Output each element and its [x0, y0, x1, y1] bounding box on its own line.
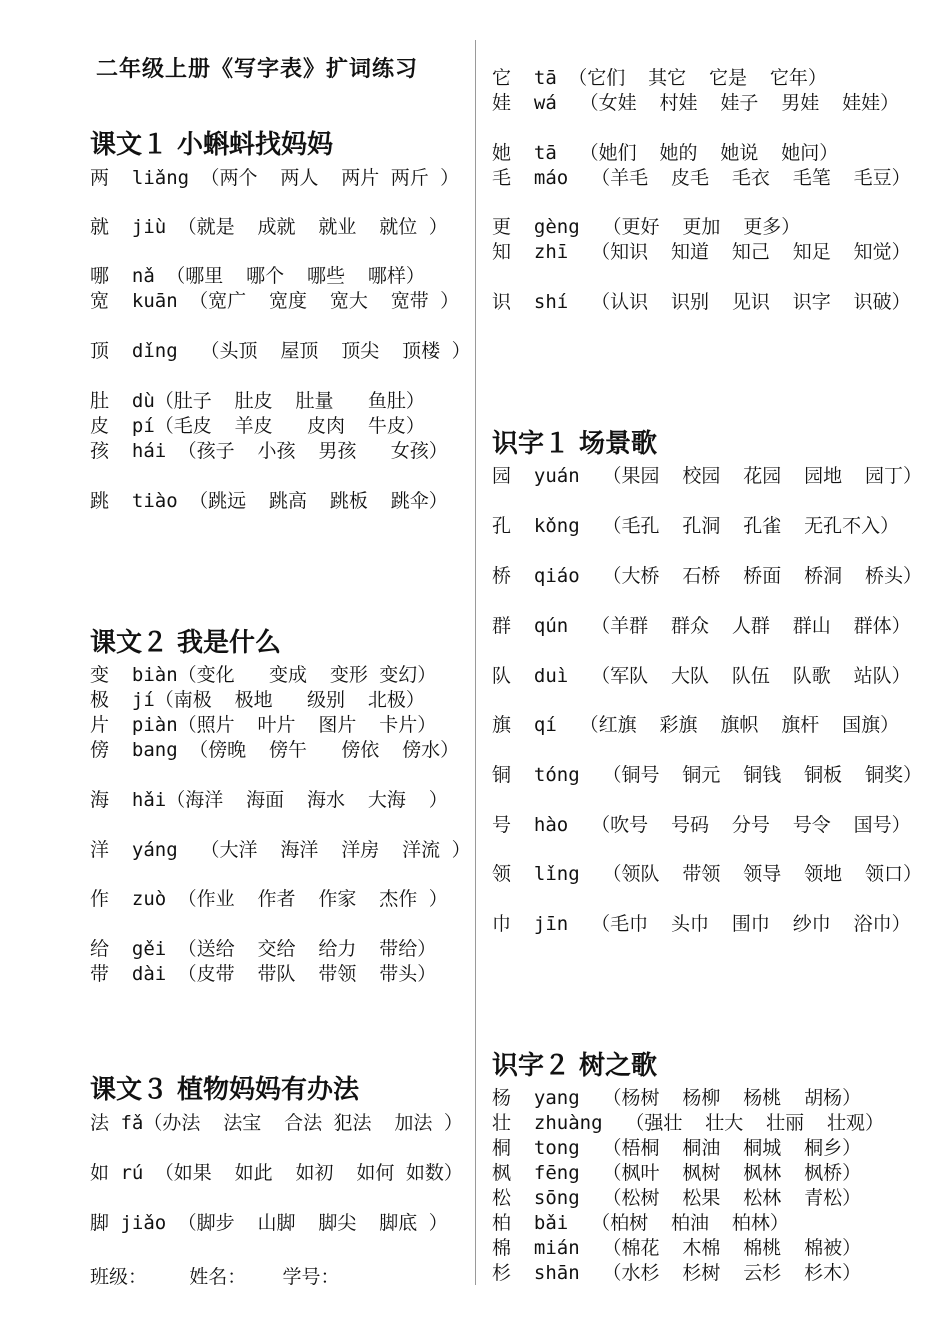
section-title-lesson-2: 课文２ 我是什么 [90, 628, 282, 658]
section-title-lesson-3: 课文３ 植物妈妈有办法 [90, 1075, 360, 1105]
word-entry: 识 shí （认识 识别 见识 识字 识破） [492, 291, 911, 313]
word-entry: 两 liǎng （两个 两人 两片 两斤 ） [90, 167, 460, 189]
word-entry: 铜 tóng （铜号 铜元 铜钱 铜板 铜奖） [492, 764, 923, 786]
word-entry: 带 dài （皮带 带队 带领 带头） [90, 963, 437, 985]
section-title-literacy-2: 识字２ 树之歌 [492, 1051, 658, 1081]
word-entry: 脚 jiǎo （脚步 山脚 脚尖 脚底 ） [90, 1212, 448, 1234]
word-entry: 毛 máo （羊毛 皮毛 毛衣 毛笔 毛豆） [492, 167, 911, 189]
word-entry: 海 hǎi（海洋 海面 海水 大海 ） [90, 789, 448, 811]
word-entry: 傍 bang （傍晚 傍午 傍依 傍水） [90, 739, 460, 761]
word-entry: 巾 jīn （毛巾 头巾 围巾 纱巾 浴巾） [492, 913, 911, 935]
word-entry: 娃 wá （女娃 村娃 娃子 男娃 娃娃） [492, 92, 900, 114]
word-entry: 极 jí（南极 极地 级别 北极） [90, 689, 425, 711]
word-entry: 她 tā （她们 她的 她说 她问） [492, 142, 839, 164]
word-entry: 跳 tiào （跳远 跳高 跳板 跳伞） [90, 490, 448, 512]
word-entry: 更 gèng （更好 更加 更多） [492, 216, 801, 238]
word-entry: 柏 bǎi （柏树 柏油 柏林） [492, 1212, 789, 1234]
column-divider [475, 40, 476, 1285]
word-entry: 顶 dǐng （头顶 屋顶 顶尖 顶楼 ） [90, 340, 471, 362]
word-entry: 法 fǎ（办法 法宝 合法 犯法 加法 ） [90, 1112, 463, 1134]
word-entry: 肚 dù（肚子 肚皮 肚量 鱼肚） [90, 390, 425, 412]
word-entry: 队 duì （军队 大队 队伍 队歌 站队） [492, 665, 911, 687]
word-entry: 群 qún （羊群 群众 人群 群山 群体） [492, 615, 911, 637]
word-entry: 孔 kǒng （毛孔 孔洞 孔雀 无孔不入） [492, 515, 900, 537]
word-entry: 杨 yang （杨树 杨柳 杨桃 胡杨） [492, 1087, 862, 1109]
word-entry: 作 zuò （作业 作者 作家 杰作 ） [90, 888, 448, 910]
word-entry: 洋 yáng （大洋 海洋 洋房 洋流 ） [90, 839, 471, 861]
word-entry: 领 lǐng （领队 带领 领导 领地 领口） [492, 863, 923, 885]
word-entry: 松 sōng （松树 松果 松林 青松） [492, 1187, 862, 1209]
word-entry: 壮 zhuàng （强壮 壮大 壮丽 壮观） [492, 1112, 885, 1134]
word-entry: 枫 fēng （枫叶 枫树 枫林 枫桥） [492, 1162, 862, 1184]
word-entry: 它 tā （它们 其它 它是 它年） [492, 67, 827, 89]
word-entry: 给 gěi （送给 交给 给力 带给） [90, 938, 437, 960]
word-entry: 就 jiù （就是 成就 就业 就位 ） [90, 216, 448, 238]
word-entry: 旗 qí （红旗 彩旗 旗帜 旗杆 国旗） [492, 714, 900, 736]
word-entry: 如 rú （如果 如此 如初 如何 如数） [90, 1162, 463, 1184]
word-entry: 皮 pí（毛皮 羊皮 皮肉 牛皮） [90, 415, 425, 437]
word-entry: 片 piàn（照片 叶片 图片 卡片） [90, 714, 437, 736]
word-entry: 桥 qiáo （大桥 石桥 桥面 桥洞 桥头） [492, 565, 923, 587]
section-title-lesson-1: 课文１ 小蝌蚪找妈妈 [90, 130, 334, 160]
document-title: 二年级上册《写字表》扩词练习 [96, 57, 419, 82]
word-entry: 号 hào （吹号 号码 分号 号令 国号） [492, 814, 911, 836]
word-entry: 哪 nǎ （哪里 哪个 哪些 哪样） [90, 265, 425, 287]
word-entry: 宽 kuān （宽广 宽度 宽大 宽带 ） [90, 290, 460, 312]
word-entry: 棉 mián （棉花 木棉 棉桃 棉被） [492, 1237, 862, 1259]
word-entry: 园 yuán （果园 校园 花园 园地 园丁） [492, 465, 923, 487]
word-entry: 孩 hái （孩子 小孩 男孩 女孩） [90, 440, 448, 462]
word-entry: 知 zhī （知识 知道 知己 知足 知觉） [492, 241, 911, 263]
word-entry: 桐 tong （梧桐 桐油 桐城 桐乡） [492, 1137, 862, 1159]
section-title-literacy-1: 识字１ 场景歌 [492, 429, 658, 459]
word-entry: 变 biàn（变化 变成 变形 变幻） [90, 664, 437, 686]
word-entry: 杉 shān （水杉 杉树 云杉 杉木） [492, 1262, 862, 1284]
student-info-line: 班级： 姓名： 学号： [90, 1266, 340, 1288]
